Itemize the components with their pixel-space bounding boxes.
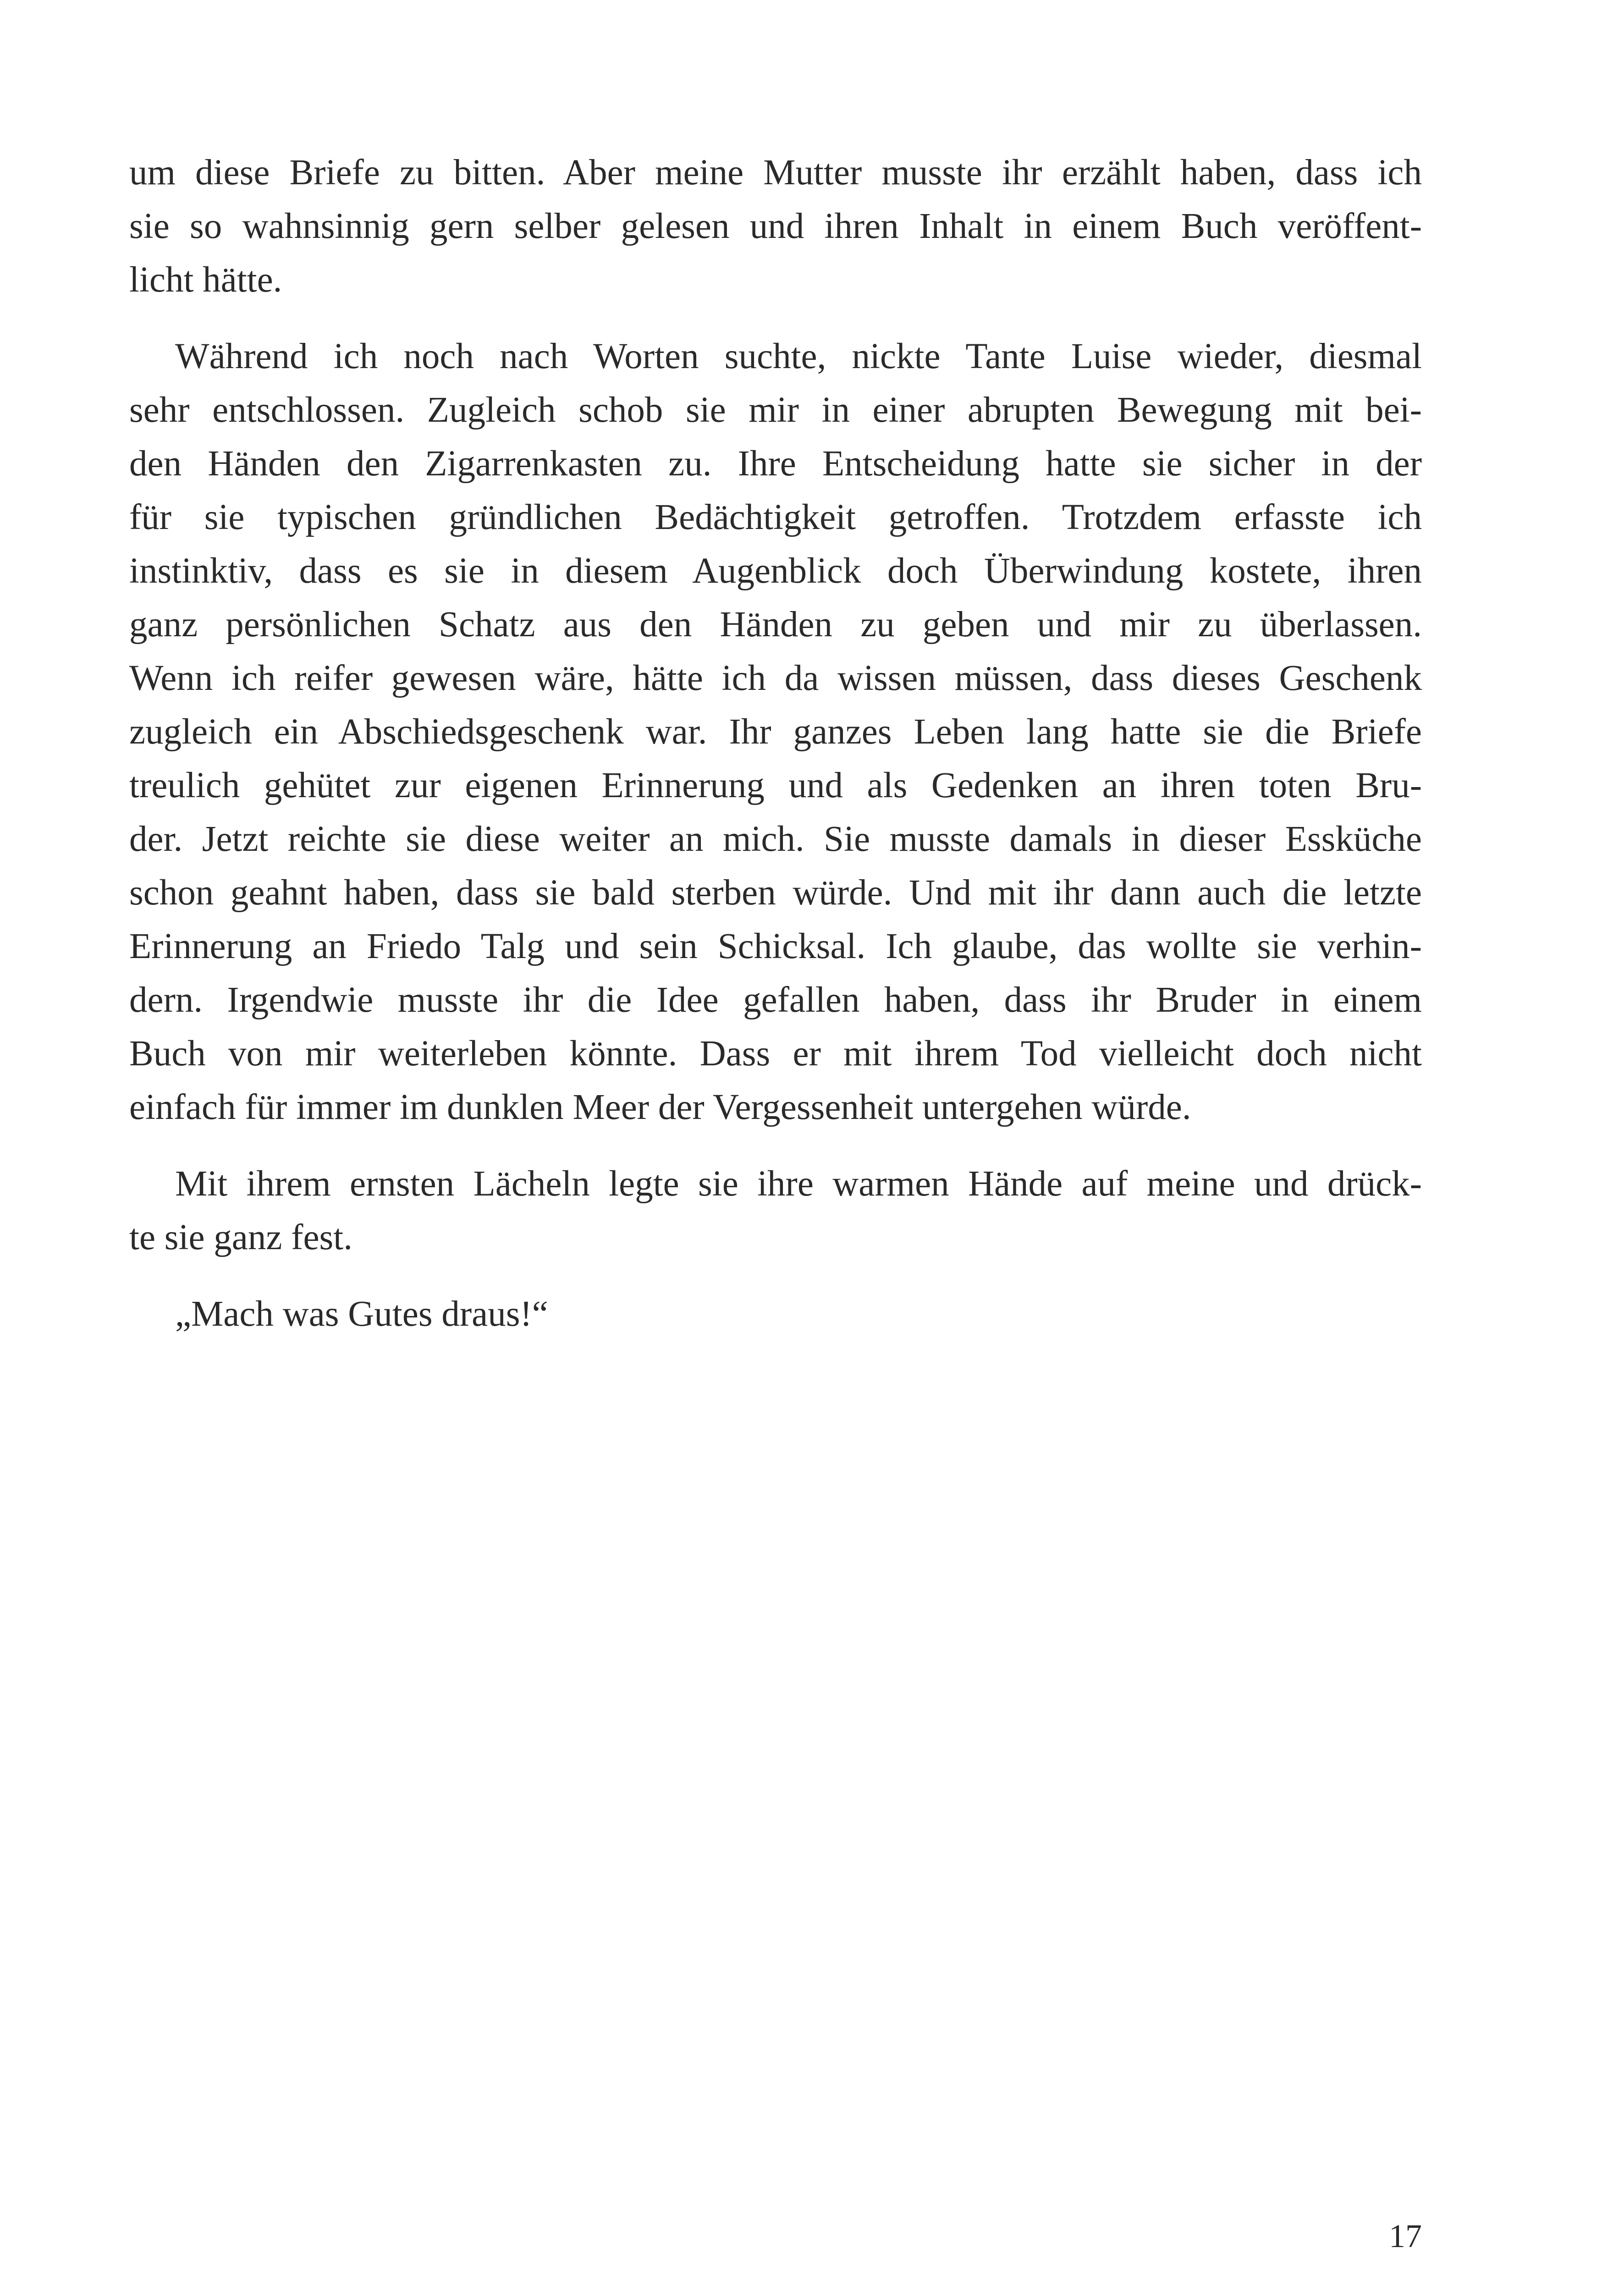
text-line: instinktiv, dass es sie in diesem Augenblick doch Überwindung kostete, ihren <box>129 551 1422 591</box>
text-line: ganz persönlichen Schatz aus den Händen zu geben und mir zu überlassen. <box>129 605 1422 645</box>
text-line: sehr entschlossen. Zugleich schob sie mir in einer abrupten Bewegung mit bei- <box>129 390 1422 430</box>
text-line: der. Jetzt reichte sie diese weiter an mich. Sie musste damals in dieser Essküche <box>129 819 1422 859</box>
text-line: den Händen den Zigarrenkasten zu. Ihre Entscheidung hatte sie sicher in der <box>129 444 1422 484</box>
text-line: schon geahnt haben, dass sie bald sterben würde. Und mit ihr dann auch die letzte <box>129 873 1422 913</box>
paragraph <box>129 146 1422 307</box>
paragraph-gap <box>129 307 1422 330</box>
text-line: zugleich ein Abschiedsgeschenk war. Ihr ganzes Leben lang hatte sie die Briefe <box>129 712 1422 752</box>
text-line: licht hätte. <box>129 260 282 300</box>
paragraph <box>129 1287 1422 1341</box>
text-line: Wenn ich reifer gewesen wäre, hätte ich da wissen müssen, dass dieses Geschenk <box>129 658 1422 698</box>
text-line: sie so wahnsinnig gern selber gelesen und ihren Inhalt in einem Buch veröffent- <box>129 206 1422 246</box>
text-line: treulich gehütet zur eigenen Erinnerung und als Gedenken an ihren toten Bru- <box>129 766 1422 805</box>
text-line: Mit ihrem ernsten Lächeln legte sie ihre warmen Hände auf meine und drück- <box>175 1164 1422 1204</box>
paragraph-gap <box>129 1134 1422 1157</box>
text-line: dern. Irgendwie musste ihr die Idee gefallen haben, dass ihr Bruder in einem <box>129 980 1422 1020</box>
text-line: Während ich noch nach Worten suchte, nickte Tante Luise wieder, diesmal <box>175 336 1422 376</box>
text-line: Buch von mir weiterleben könnte. Dass er mit ihrem Tod vielleicht doch nicht <box>129 1034 1422 1074</box>
paragraph <box>129 1157 1422 1264</box>
page-number: 17 <box>1389 2218 1422 2254</box>
text-line: einfach für immer im dunklen Meer der Vergessenheit untergehen würde. <box>129 1087 1191 1127</box>
paragraph-gap <box>129 1264 1422 1287</box>
paragraph <box>129 330 1422 1134</box>
body-text <box>129 146 1422 1341</box>
text-line: „Mach was Gutes draus!“ <box>175 1294 548 1334</box>
text-line: te sie ganz fest. <box>129 1218 352 1257</box>
text-line: Erinnerung an Friedo Talg und sein Schicksal. Ich glaube, das wollte sie verhin- <box>129 926 1422 966</box>
text-line: für sie typischen gründlichen Bedächtigkeit getroffen. Trotzdem erfasste ich <box>129 497 1422 537</box>
text-line: um diese Briefe zu bitten. Aber meine Mutter musste ihr erzählt haben, dass ich <box>129 153 1422 193</box>
